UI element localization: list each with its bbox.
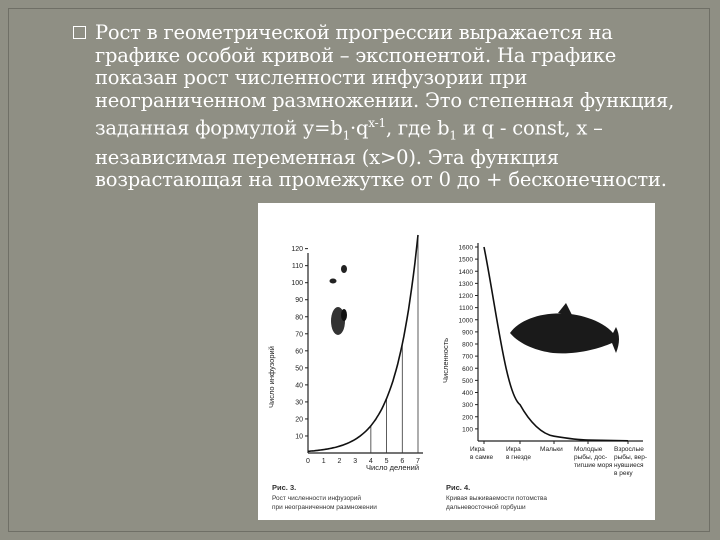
fig3-caption-line2: при неограниченном размножении	[272, 504, 377, 511]
fig4-stage-label	[614, 446, 647, 477]
fig4-y-label: Численность	[441, 337, 450, 383]
fig3-x-tick-label: 6	[400, 458, 405, 465]
fig3-y-label: Число инфузорий	[267, 346, 276, 408]
infusoria-small-icon	[341, 265, 347, 273]
fig4-y-tick-label: 1300	[458, 280, 473, 288]
superscript-exponent: x-1	[368, 116, 386, 130]
fig4-stage-label-line: Икра	[470, 446, 485, 453]
fig3-y-tick-label: 110	[291, 263, 303, 271]
fig3-growth-curve	[308, 235, 418, 451]
fig4-stage-label-line: тигшие моря	[574, 462, 613, 469]
fig3-caption-title: Рис. 3.	[272, 483, 297, 492]
fig3-y-tick-label: 30	[295, 399, 303, 407]
fig3-y-tick-label: 80	[295, 314, 303, 322]
fig4-stage-label-line: в самке	[470, 454, 494, 461]
fig4-stage-label-line: Мальки	[540, 446, 563, 453]
fig4-y-tick-label: 300	[462, 402, 473, 410]
fig3-x-tick-label: 5	[384, 458, 389, 465]
fig3-x-tick-label: 1	[321, 458, 326, 465]
fig4-stage-label-line: Икра	[506, 446, 521, 453]
fig3-x-label: Число делений	[366, 463, 420, 472]
fig3-y-tick-label: 120	[291, 246, 303, 254]
fig3-y-tick-label: 10	[295, 433, 303, 441]
fig4-y-tick-label: 200	[462, 414, 473, 422]
figure-panel	[258, 203, 655, 520]
fig3-x-tick-label: 7	[416, 458, 420, 465]
fig3-y-tick-label: 60	[295, 348, 303, 356]
fig4-y-tick-label: 800	[462, 341, 473, 349]
fig4-stage-label	[540, 446, 563, 453]
fig4-stage-label-line: Молодые	[574, 446, 603, 453]
fig4-stage-label-line: нувшиеся	[614, 462, 644, 469]
fig4-y-tick-label: 1500	[458, 256, 473, 264]
salmon-fish-icon	[510, 313, 619, 353]
infusoria-detail-icon	[341, 309, 347, 321]
figure-3-chart	[267, 235, 423, 511]
fig3-y-tick-label: 100	[291, 280, 303, 288]
fig3-caption-line1: Рост численности инфузорий	[272, 495, 361, 502]
text-part-4: и q - const, x – независимая переменная (х>0). Эта функция возрастающая на промежутке от 0 до + бесконечности.	[95, 116, 667, 192]
fig4-stage-label-line: рыбы, вер-	[614, 454, 648, 461]
fig3-x-tick-label: 2	[337, 458, 342, 465]
fig4-y-tick-label: 400	[462, 390, 473, 397]
fig4-y-tick-label: 500	[462, 377, 473, 385]
subscript-2: 1	[449, 128, 457, 143]
fig4-y-tick-label: 1400	[458, 268, 473, 276]
fig3-y-tick-label: 20	[295, 416, 303, 424]
fig3-y-tick-label: 70	[295, 331, 303, 339]
fig3-x-tick-label: 3	[353, 458, 358, 465]
slide-body-text	[95, 22, 685, 192]
fig4-stage-label-line: рыбы, дос-	[574, 454, 608, 461]
fig4-y-tick-label: 700	[462, 353, 473, 361]
fig4-caption-line2: дальневосточной горбуши	[446, 504, 526, 511]
infusoria-dot-icon	[330, 279, 337, 284]
fig3-x-tick-label: 4	[368, 458, 373, 465]
fig4-stage-label-line: Взрослые	[614, 446, 644, 453]
fig4-y-tick-label: 1000	[458, 317, 473, 325]
fig3-y-tick-label: 40	[295, 382, 303, 390]
figure-svg	[258, 203, 655, 520]
fig4-y-tick-label: 600	[462, 365, 473, 373]
fig3-x-tick-label: 0	[306, 458, 310, 465]
fig4-y-tick-label: 1200	[458, 293, 473, 300]
bullet-icon	[73, 26, 86, 39]
salmon-fin-icon	[558, 303, 572, 315]
fig4-y-tick-label: 1100	[459, 305, 473, 313]
text-part-2: ·q	[350, 116, 369, 140]
fig3-y-tick-label: 50	[295, 365, 303, 373]
subscript-1: 1	[342, 128, 350, 143]
fig4-y-tick-label: 100	[462, 426, 473, 434]
fig4-caption-title: Рис. 4.	[446, 483, 471, 492]
fig4-caption-line1: Кривая выживаемости потомства	[446, 495, 548, 502]
text-part-1: Рост в геометрической прогрессии выражается на графике особой кривой – экспонентой. На графике показан рост численности инфузории при неограниченном размножении. Это степенная функция, заданная формулой у=b	[95, 21, 675, 140]
fig4-stage-label	[470, 446, 494, 461]
fig4-y-tick-label: 900	[462, 329, 473, 337]
fig4-stage-label-line: в гнезде	[506, 454, 531, 461]
fig4-y-tick-label: 1600	[458, 244, 473, 252]
fig4-stage-label-line: в реку	[614, 470, 633, 477]
fig4-stage-label	[506, 446, 531, 461]
fig4-stage-label	[574, 446, 613, 469]
text-part-3: , где b	[385, 116, 450, 140]
fig3-y-tick-label: 90	[295, 297, 303, 305]
figure-4-chart	[441, 243, 647, 511]
